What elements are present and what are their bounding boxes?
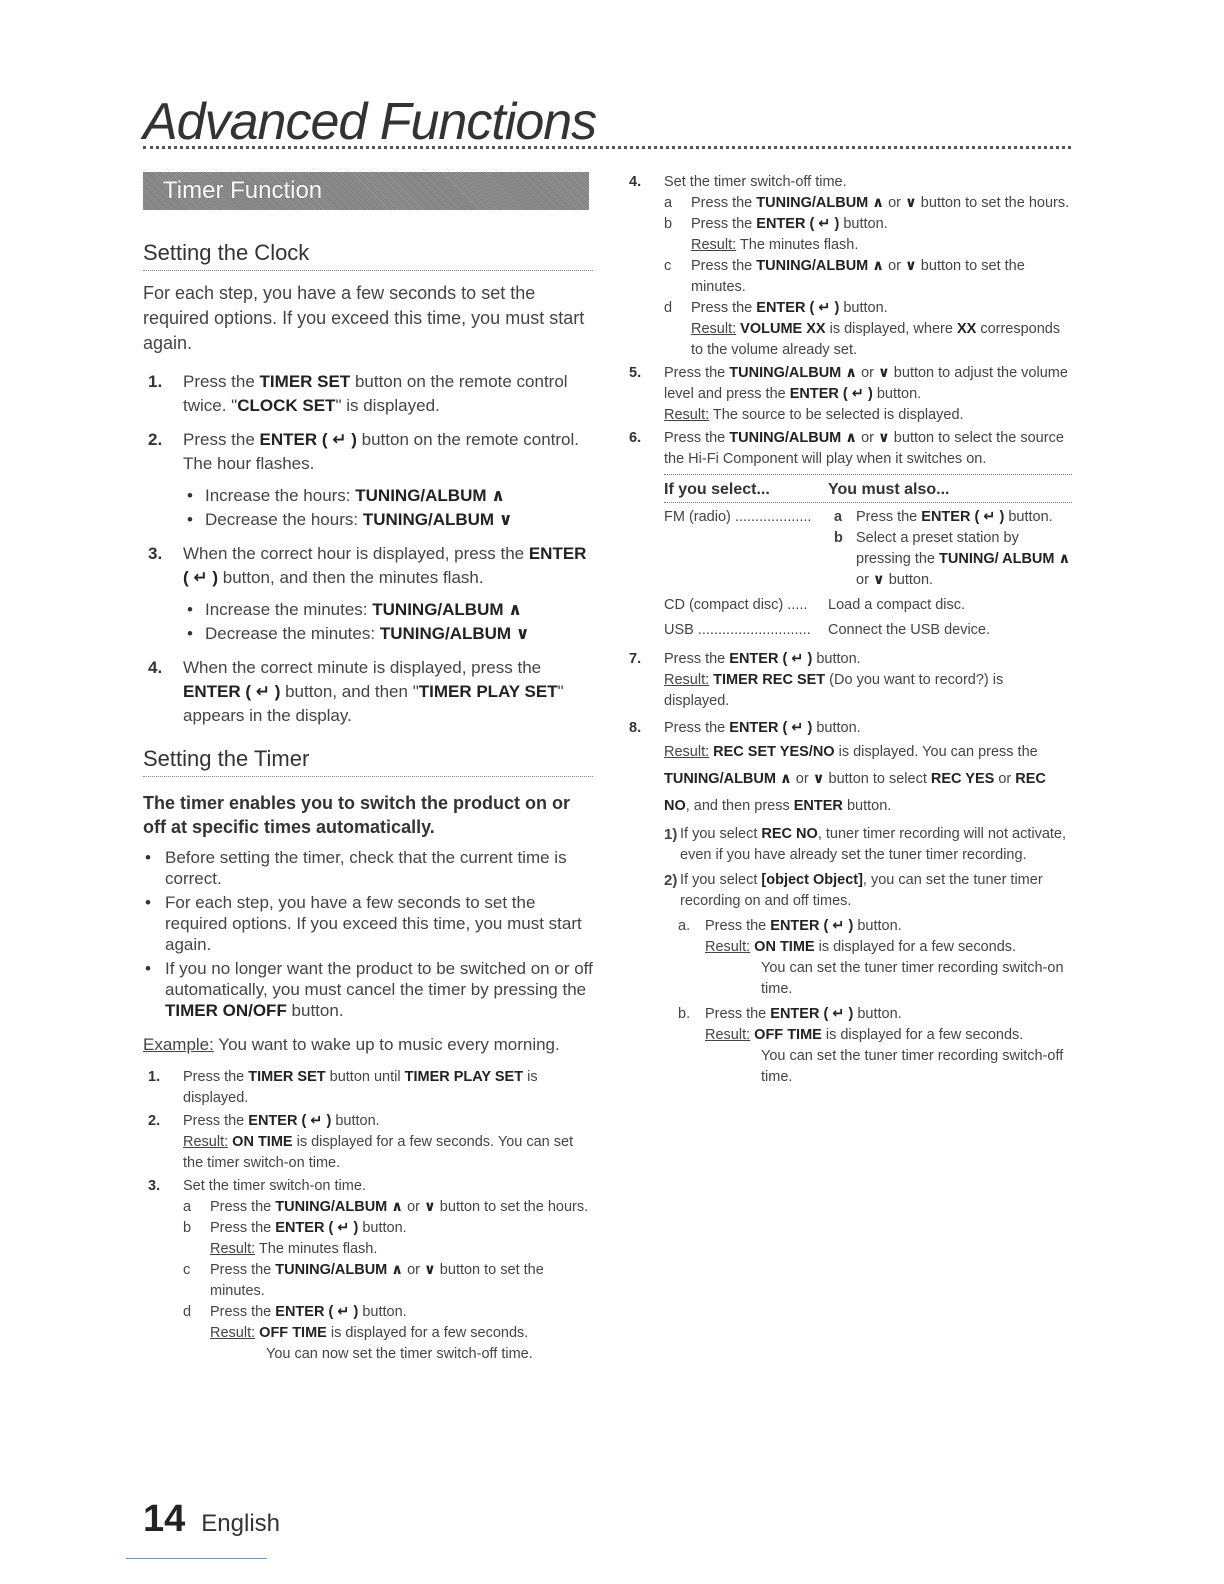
substep-a: a Press the TUNING/ALBUM ∧ or ∨ button to set the hours. [664,195,1070,211]
step-number: 5. [629,365,642,381]
sub-bullet: • Decrease the minutes: TUNING/ALBUM ∨ [183,622,593,646]
clock-step-1 [143,370,593,418]
note-substep-a: a. Press the ENTER ( ↵ ) button. Result: ON TIME is displayed for a few seconds. You can set the tuner timer recording switch-on time. [678,918,1064,997]
step-number: 1. [148,372,163,391]
step-number: 7. [629,651,642,667]
timer-note: • If you no longer want the product to be switched on or off automatically, you must cancel the timer by pressing the TIMER ON/OFF button. [143,958,593,1021]
substeps [183,1197,593,1365]
clock-heading: Setting the Clock [143,240,593,271]
step-text: button, and then the minutes flash. [218,568,484,587]
source-select-table [664,474,1072,641]
clock-intro: For each step, you have a few seconds to set the required options. If you exceed this time, you must start again. [143,283,585,353]
sub-bullet: • Increase the minutes: TUNING/ALBUM ∧ [183,598,593,622]
right-column [624,172,1072,1088]
substep-b: b Press the ENTER ( ↵ ) button. Result: The minutes flash. [183,1220,407,1257]
sub-bullets [183,484,593,532]
timer-notes [143,847,593,1021]
step-number: 2. [148,1113,161,1129]
example-label: Example: [143,1035,214,1054]
step-number: 6. [629,430,642,446]
substep-b: b Press the ENTER ( ↵ ) button. Result: The minutes flash. [664,216,888,253]
notes [664,824,1072,1088]
note-2-substeps [678,916,1072,1088]
timer-lead: The timer enables you to switch the product on or off at specific times automatically. [143,793,571,837]
clock-steps [143,370,593,728]
note-substep-b: b. Press the ENTER ( ↵ ) button. Result: OFF TIME is displayed for a few seconds. You can set the tuner timer recording switch-off time. [678,1006,1064,1085]
step-text: button, and then " [280,682,419,701]
step-bold: ENTER ( ↵ ) [183,682,281,701]
step-text: Press the [183,430,260,449]
step-text: " is displayed. [335,396,440,415]
page-number: 14 [143,1498,186,1540]
timer-steps-cont [624,172,1072,470]
step-text: " appears in the display. [183,682,564,725]
step-number: 3. [148,544,163,563]
substep-c: c Press the TUNING/ALBUM ∧ or ∨ button to set the minutes. [183,1262,544,1299]
select-row-usb: USB ............................ Connect the USB device. [664,622,991,638]
select-row-fm: FM (radio) ................... a Press the ENTER ( ↵ ) button. b Select a preset station by pressing the TUNING/ ALBUM ∧ or ∨ button. [664,509,1071,588]
clock-step-2 [143,428,593,532]
sub-bullets [183,598,593,646]
step-number: 4. [629,174,642,190]
note-1: 1) If you select REC NO, tuner timer recording will not activate, even if you have already set the tuner timer recording. [664,826,1067,863]
step-bold: ENTER ( ↵ ) [259,430,357,449]
step-bold: CLOCK SET [237,396,336,415]
timer-step-7: 7. Press the ENTER ( ↵ ) button. Result: TIMER REC SET (Do you want to record?) is displayed. [629,651,1004,709]
timer-steps-final [624,649,1072,820]
page-footer [143,1498,280,1541]
page-title: Advanced Functions [143,93,597,151]
title-divider [143,146,1071,149]
clock-step-3 [143,542,593,646]
example [143,1029,593,1061]
step-text: button on the remote control twice. " [183,372,568,415]
step-bold: TIMER SET [259,372,351,391]
timer-steps [143,1067,593,1365]
step-text: When the correct minute is displayed, press the [183,658,542,677]
step-text: Press the [183,372,260,391]
col-you-must-also: You must also... [828,481,950,498]
substeps [664,193,1072,361]
footer-language: English [201,1510,280,1537]
substep-d: d Press the ENTER ( ↵ ) button. Result: OFF TIME is displayed for a few seconds. You can now set the timer switch-off time. [183,1304,533,1362]
substep-c: c Press the TUNING/ALBUM ∧ or ∨ button to set the minutes. [664,258,1025,295]
timer-step-8: 8. Press the ENTER ( ↵ ) button. Result: REC SET YES/NO is displayed. You can press the TUNING/ALBUM ∧ or ∨ button to select REC YES or REC NO, and then press ENTER button. [629,720,1046,814]
section-banner: Timer Function [143,172,589,210]
timer-step-3: 3. Set the timer switch-on time. a Press the TUNING/ALBUM ∧ or ∨ button to set the hours. b Press the ENTER ( ↵ ) button. Result: The minutes flash. c Press the TUNING/ALBUM ∧ or ∨ button to set the minutes. d Press the ENTER ( ↵ ) button. Result: OFF TIME is displayed for a few seconds. You can now set the timer switch-off time. [143,1176,593,1365]
timer-note: • For each step, you have a few seconds to set the required options. If you exceed this time, you must start again. [143,892,593,955]
col-if-you-select: If you select... [664,481,770,498]
step-number: 2. [148,430,163,449]
timer-step-5: 5. Press the TUNING/ALBUM ∧ or ∨ button to adjust the volume level and press the ENTER ( ↵ ) button. Result: The source to be selected is displayed. [629,365,1068,423]
select-row-cd: CD (compact disc) ..... Load a compact disc. [664,597,966,613]
footer-rule [126,1558,267,1559]
step-number: 1. [148,1069,161,1085]
clock-step-4 [143,656,593,728]
sub-bullet: • Increase the hours: TUNING/ALBUM ∧ [183,484,593,508]
step-text: When the correct hour is displayed, press the [183,544,529,563]
substep-d: d Press the ENTER ( ↵ ) button. Result: VOLUME XX is displayed, where XX corresponds to the volume already set. [664,300,1061,358]
sub-bullet: • Decrease the hours: TUNING/ALBUM ∨ [183,508,593,532]
step-text: button on the remote control. The hour flashes. [183,430,579,473]
timer-step-2: 2. Press the ENTER ( ↵ ) button. Result: ON TIME is displayed for a few seconds. You can set the timer switch-on time. [143,1111,593,1174]
timer-step-6: 6. Press the TUNING/ALBUM ∧ or ∨ button to select the source the Hi-Fi Component will play when it switches on. [629,430,1064,467]
step-number: 8. [629,720,642,736]
substep-a: a Press the TUNING/ALBUM ∧ or ∨ button to set the hours. [183,1199,589,1215]
timer-heading: Setting the Timer [143,746,593,777]
step-bold: TIMER PLAY SET [418,682,558,701]
step-bold: ENTER ( ↵ ) [183,544,587,587]
step-number: 3. [148,1178,161,1194]
example-text: You want to wake up to music every morning. [213,1035,560,1054]
timer-step-1: 1. Press the TIMER SET button until TIMER PLAY SET is displayed. [148,1069,538,1106]
left-column [143,160,593,1367]
note-2: 2) If you select [object Object], you can set the tuner timer recording on and off times. [664,872,1043,909]
result-line: Result: ON TIME is displayed for a few seconds. You can set the timer switch-on time. [183,1134,574,1171]
timer-note: • Before setting the timer, check that the current time is correct. [143,847,593,889]
timer-step-4: 4. Set the timer switch-off time. a Press the TUNING/ALBUM ∧ or ∨ button to set the hours. b Press the ENTER ( ↵ ) button. Result: The minutes flash. c Press the TUNING/ALBUM ∧ or ∨ button to set the minutes. d Press the ENTER ( ↵ ) button. Result: VOLUME XX is displayed, where XX corresponds to the volume already set. [624,172,1072,361]
step-number: 4. [148,658,163,677]
select-table-header [664,474,1072,503]
